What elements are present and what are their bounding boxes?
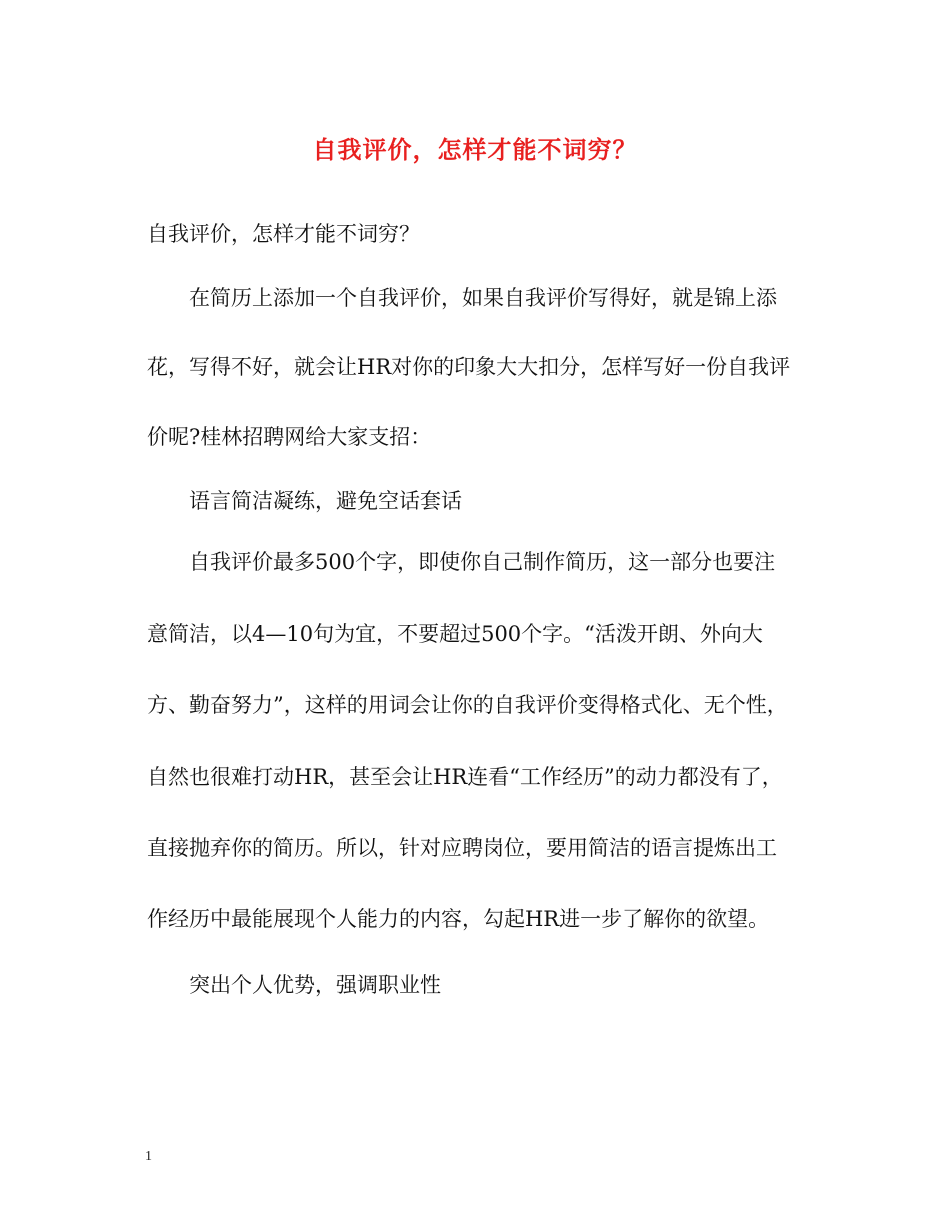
intro-heading: 自我评价，怎样才能不词穷？: [147, 222, 420, 246]
paragraph-1-line-3: 价呢?桂林招聘网给大家支招：: [147, 425, 432, 449]
paragraph-2-line-4: 自然也很难打动HR，甚至会让HR连看“工作经历”的动力都没有了，: [147, 765, 783, 789]
page-number: 1: [145, 1149, 152, 1164]
paragraph-2-line-2: 意简洁，以4—10句为宜，不要超过500个字。“活泼开朗、外向大: [147, 622, 763, 646]
paragraph-1-line-2: 花，写得不好，就会让HR对你的印象大大扣分，怎样写好一份自我评: [147, 355, 791, 379]
paragraph-2-line-6: 作经历中最能展现个人能力的内容，勾起HR进一步了解你的欲望。: [147, 907, 770, 931]
paragraph-2-line-5: 直接抛弃你的简历。所以，针对应聘岗位，要用简洁的语言提炼出工: [147, 836, 777, 860]
paragraph-1-line-1: 在简历上添加一个自我评价，如果自我评价写得好，就是锦上添: [189, 286, 777, 310]
paragraph-2-line-1: 自我评价最多500个字，即使你自己制作简历，这一部分也要注: [189, 550, 776, 574]
document-title: 自我评价，怎样才能不词穷？: [312, 135, 638, 164]
paragraph-2-line-3: 方、勤奋努力”，这样的用词会让你的自我评价变得格式化、无个性，: [147, 693, 788, 717]
section-heading-2: 突出个人优势，强调职业性: [189, 973, 441, 997]
section-heading-1: 语言简洁凝练，避免空话套话: [189, 489, 462, 513]
